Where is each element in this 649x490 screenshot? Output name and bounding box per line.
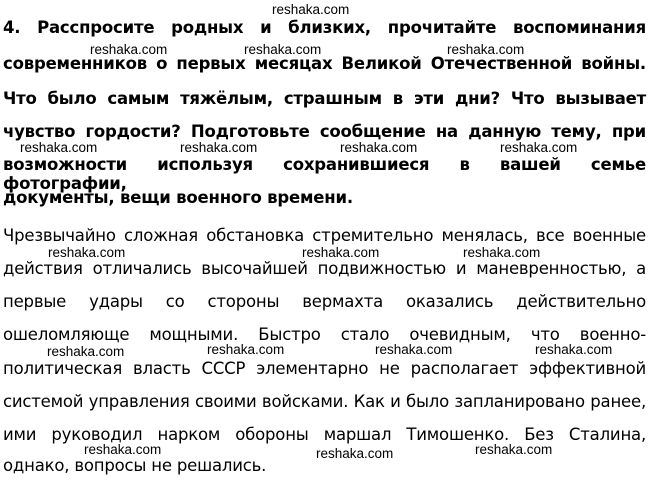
- question-line-5: возможности используя сохранившиеся в вашей семье фотографии,: [3, 155, 646, 193]
- watermark: reshaka.com: [535, 342, 613, 357]
- watermark: reshaka.com: [244, 42, 322, 57]
- question-line-2: современников о первых месяцах Великой Отечественной войны.: [3, 54, 646, 73]
- watermark: reshaka.com: [272, 2, 350, 17]
- watermark: reshaka.com: [48, 245, 126, 260]
- watermark: reshaka.com: [447, 42, 525, 57]
- watermark: reshaka.com: [180, 140, 258, 155]
- watermark: reshaka.com: [90, 42, 168, 57]
- answer-line-7: ими руководил нарком обороны маршал Тимошенко. Без Сталина,: [3, 425, 646, 444]
- watermark: reshaka.com: [207, 342, 285, 357]
- answer-line-1: Чрезвычайно сложная обстановка стремительно менялась, все военные: [3, 226, 646, 245]
- question-line-1: 4. Расспросите родных и близких, прочитайте воспоминания: [3, 18, 646, 37]
- watermark: reshaka.com: [316, 446, 394, 461]
- watermark: reshaka.com: [20, 140, 98, 155]
- answer-line-8: однако, вопросы не решались.: [3, 456, 267, 475]
- watermark: reshaka.com: [475, 442, 553, 457]
- answer-line-4: ошеломляюще мощными. Быстро стало очевидным, что военно-: [3, 325, 646, 344]
- watermark: reshaka.com: [302, 245, 380, 260]
- question-line-3: Что было самым тяжёлым, страшным в эти дни? Что вызывает: [3, 89, 646, 108]
- question-line-4: чувство гордости? Подготовьте сообщение на данную тему, при: [3, 122, 646, 141]
- watermark: reshaka.com: [375, 342, 453, 357]
- watermark: reshaka.com: [84, 442, 162, 457]
- answer-line-5: политическая власть СССР элементарно не располагает эффективной: [3, 359, 646, 378]
- watermark: reshaka.com: [340, 140, 418, 155]
- watermark: reshaka.com: [463, 245, 541, 260]
- answer-line-3: первые удары со стороны вермахта оказались действительно: [3, 292, 646, 311]
- answer-line-6: системой управления своими войсками. Как и было запланировано ранее,: [3, 392, 646, 411]
- watermark: reshaka.com: [500, 140, 578, 155]
- answer-line-2: действия отличались высочайшей подвижностью и маневренностью, а: [3, 259, 646, 278]
- question-line-6: документы, вещи военного времени.: [3, 188, 353, 207]
- watermark: reshaka.com: [47, 344, 125, 359]
